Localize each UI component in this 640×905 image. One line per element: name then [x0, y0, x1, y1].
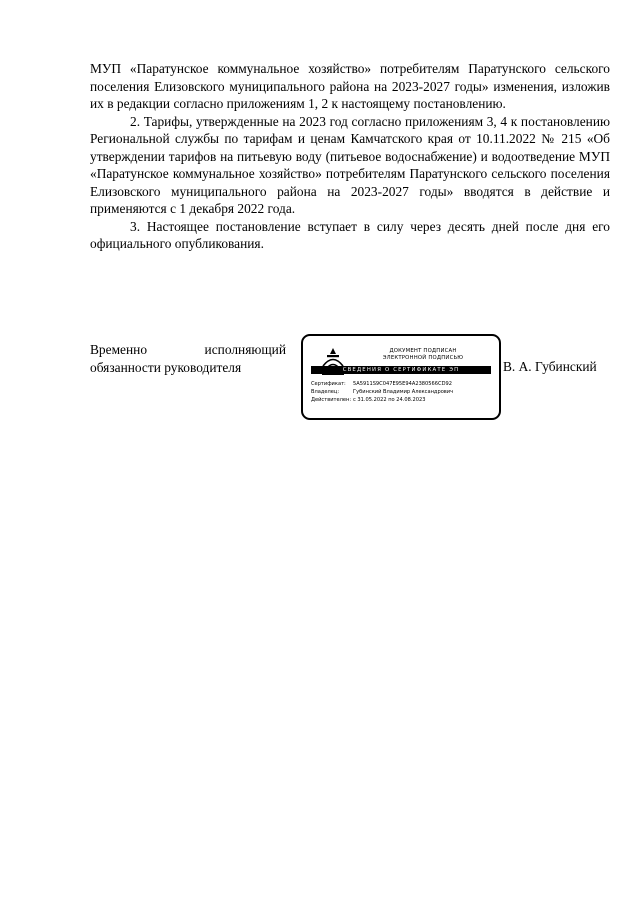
stamp-certificate-details [311, 380, 495, 405]
stamp-row-value: с 31.05.2022 по 24.08.2023 [353, 397, 426, 404]
signatory-name: В. А. Губинский [503, 359, 597, 374]
paragraph-item-2: 2. Тарифы, утвержденные на 2023 год согласно приложениям 3, 4 к постановлению Региональной службы по тарифам и ценам Камчатского края от 10.11.2022 № 215 «Об утверждении тарифов на питьевую воду (питьевое водоснабжение) и водоотведение МУП «Паратунское коммунальное хозяйство» потребителям Паратунского сельского поселения Елизовского муниципального района на 2023-2027 годы» вводятся в действие и применяются с 1 декабря 2022 года. [90, 113, 610, 216]
stamp-row-owner [311, 388, 495, 396]
stamp-row-key: Сертификат: [311, 381, 346, 387]
stamp-row-certificate [311, 380, 495, 388]
paragraph-item-3: 3. Настоящее постановление вступает в силу через десять дней после дня его официального опубликования. [90, 218, 610, 251]
stamp-row-validity [311, 396, 495, 404]
stamp-row-value: 5A5911S9C047E95E94A2380566CD92 [353, 381, 452, 387]
paragraph-continuation: МУП «Паратунское коммунальное хозяйство» потребителям Паратунского сельского поселения Елизовского муниципального района на 2023-2027 годы» изменения, изложив их в редакции согласно приложениям 1, 2 к настоящему постановлению. [90, 61, 610, 111]
stamp-row-key: Действителен: [311, 397, 352, 404]
position-word-2: исполняющий [204, 342, 286, 357]
position-line-1 [90, 341, 286, 359]
document-body [90, 60, 610, 253]
electronic-signature-stamp [301, 334, 501, 420]
position-word-1: Временно [90, 342, 148, 357]
position-line-2: обязанности руководителя [90, 359, 242, 375]
stamp-title [355, 348, 491, 362]
stamp-certificate-header: СВЕДЕНИЯ О СЕРТИФИКАТЕ ЭП [311, 366, 491, 374]
stamp-title-line-2: ЭЛЕКТРОННОЙ ПОДПИСЬЮ [382, 355, 464, 361]
signatory-position [90, 341, 286, 376]
stamp-title-line-1: ДОКУМЕНТ ПОДПИСАН [389, 348, 457, 354]
stamp-row-value: Губинский Владимир Александрович [353, 389, 454, 396]
stamp-row-key: Владелец: [311, 389, 340, 396]
